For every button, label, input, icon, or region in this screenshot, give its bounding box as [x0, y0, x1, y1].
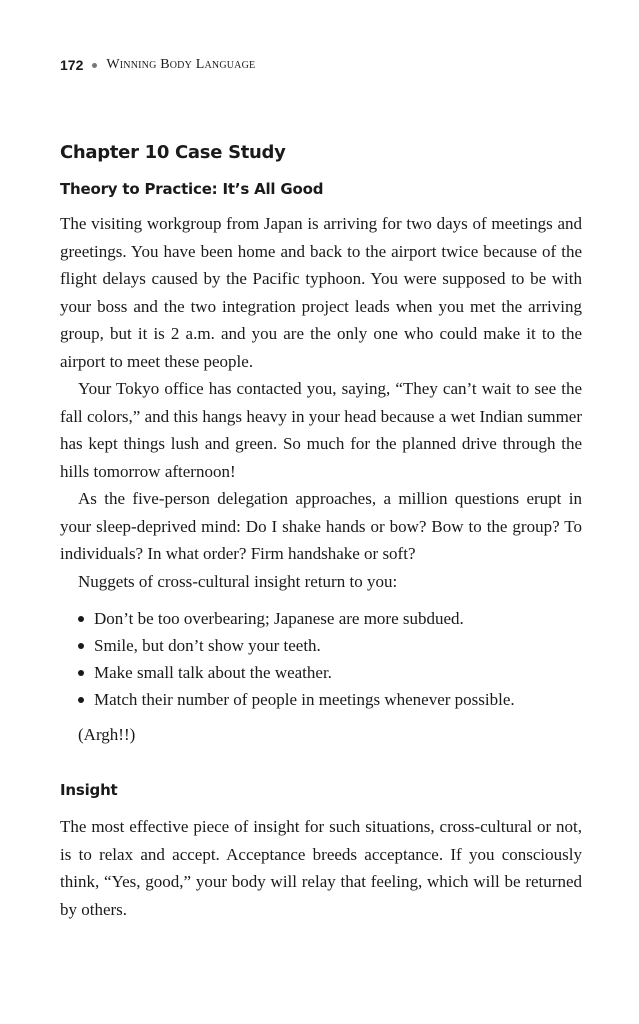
paragraph: Nuggets of cross-cultural insight return to you: [78, 571, 398, 591]
running-head [60, 57, 255, 73]
list-item [78, 605, 582, 632]
list-item [78, 659, 582, 686]
list-item-text: Smile, but don’t show your teeth. [94, 636, 321, 655]
section-title: Theory to Practice: It’s All Good [60, 180, 324, 198]
list-item-text: Don’t be too overbearing; Japanese are more subdued. [94, 609, 464, 628]
list-item-text: Make small talk about the weather. [94, 663, 332, 682]
bullet-icon [78, 643, 84, 649]
bullet-icon [78, 616, 84, 622]
insight-paragraph: The most effective piece of insight for such situations, cross-cultural or not, is to relax and accept. Acceptance breeds acceptance. If you consciously think, “Yes, good,” your body will relay that feeling, which will be returned by others. [60, 817, 582, 919]
list-item [78, 686, 582, 713]
argh-line: (Argh!!) [78, 725, 136, 744]
bullet-icon [78, 670, 84, 676]
insight-body [60, 813, 582, 923]
book-title: Winning Body Language [106, 57, 256, 72]
paragraph: As the five-person delegation approaches, a million questions erupt in your sleep-deprived mind: Do I shake hands or bow? Bow to the group? To individuals? In what order? Firm handshake or soft? [60, 489, 582, 563]
separator-dot-icon [92, 63, 97, 68]
paragraph: The visiting workgroup from Japan is arriving for two days of meetings and greetings. You have been home and back to the airport twice because of the flight delays caused by the Pacific typhoon. You were supposed to be with your boss and the two integration project leads when you met the arriving group, but it is 2 a.m. and you are the only one who could make it to the airport to meet these people. [60, 214, 582, 371]
bullet-icon [78, 697, 84, 703]
case-study-body [60, 210, 582, 749]
list-item-text: Match their number of people in meetings whenever possible. [94, 690, 515, 709]
chapter-title: Chapter 10 Case Study [60, 142, 286, 163]
list-item [78, 632, 582, 659]
paragraph: Your Tokyo office has contacted you, saying, “They can’t wait to see the fall colors,” and this hangs heavy in your head because a wet Indian summer has kept things lush and green. So much for the planned drive through the hills tomorrow afternoon! [60, 379, 582, 481]
page-number: 172 [60, 57, 84, 73]
bullet-list [60, 605, 582, 713]
insight-heading: Insight [60, 781, 118, 799]
